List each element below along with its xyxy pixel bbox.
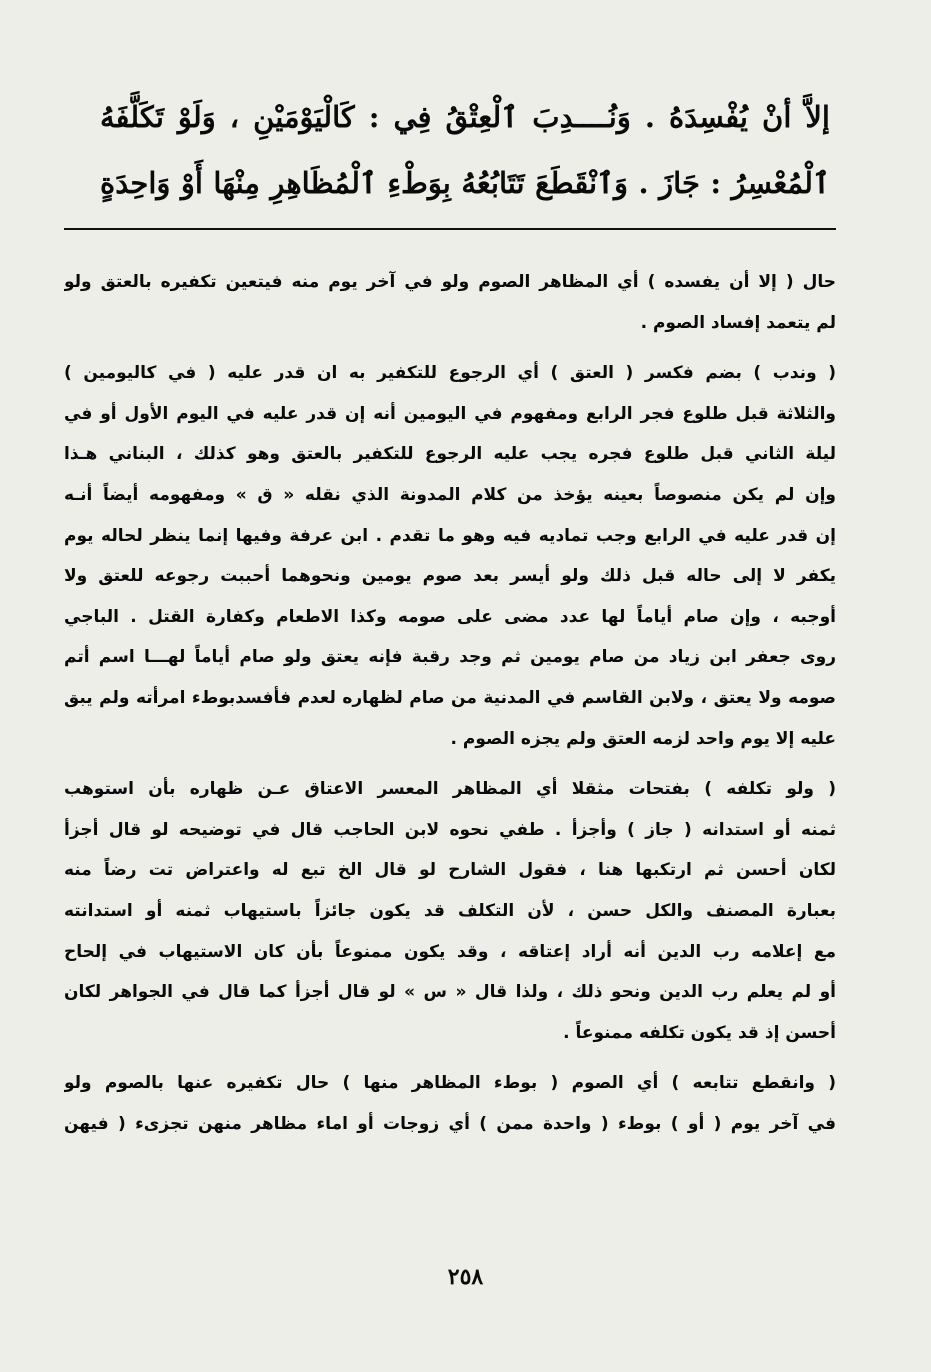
text-line: ليلة الثاني قبل طلوع فجره يجب عليه الرجوع للتكفير بالعتق وهو كذلك ، البناني هـذا: [64, 444, 836, 465]
text-line: حال ( إلا أن يفسده ) أي المظاهر الصوم ولو في آخر يوم منه فيتعين تكفيره بالعتق ولو: [64, 272, 836, 292]
text-line: ( وانقطع تتابعه ) أي الصوم ( بوطء المظاهر منها ) حال تكفيره عنها بالصوم ولو: [64, 1073, 836, 1094]
matn-line: إلاَّ أنْ يُفْسِدَهُ . وَنُــــدِبَ ٱلْعِتْقُ فِي : كَالْيَوْمَيْنِ ، وَلَوْ تَكَلَّفَهُ: [100, 100, 830, 134]
text-line: أو لم يعلم رب الدين ونحو ذلك ، ولذا قال « س » لو قال أجزأ كما قال في الجواهر لكان: [64, 982, 836, 1003]
text-line: أوجبه ، وإن صام أياماً لها عدد مضى على صومه وكذا الاطعام وكفارة القتل . الباجي: [64, 606, 836, 627]
text-line: وإن لم يكن منصوصاً بعينه يؤخذ من كلام المدونة الذي نقله « ق » ومفهومه أيضاً أنـه: [64, 484, 836, 505]
text-line: إن قدر عليه في الرابع وجب تماديه فيه وهو ما تقدم . ابن عرفة وفيها إنما ينظر لحاله يوم: [64, 525, 836, 546]
text-line: ( وندب ) بضم فكسر ( العتق ) أي الرجوع للتكفير به ان قدر عليه ( في كاليومين ): [64, 363, 836, 384]
text-line: ثمنه أو استدانه ( جاز ) وأجزأ . طفي نحوه لابن الحاجب قال في توضيحه لو قال أجزأ: [64, 819, 836, 840]
text-line: والثلاثة قبل طلوع فجر الرابع ومفهوم في اليومين أنه إن قدر عليه في اليوم الأول أو في: [64, 403, 836, 424]
text-line: يكفر لا إلى حاله قبل ذلك ولو أيسر بعد صوم يومين ونحوهما أحببت رجوعه للعتق ولا: [64, 566, 836, 587]
text-line: لكان أحسن ثم ارتكبها هنا ، فقول الشارح لو قال الخ تبع له واعتراض تت رضاً منه: [64, 860, 836, 881]
commentary-paragraph: [64, 353, 836, 759]
text-line: لم يتعمد إفساد الصوم .: [640, 312, 836, 333]
matn-line: ٱلْمُعْسِرُ : جَازَ . وَٱنْقَطَعَ تَتَابُعُهُ بِوَطْءِ ٱلْمُظَاهِرِ مِنْهَا أَوْ وَاحِدَةٍ: [100, 166, 830, 200]
page-number: ٢٥٨: [447, 1264, 484, 1290]
text-line: صومه ولا يعتق ، ولابن القاسم في المدنية من صام لظهاره لعدم فأفسدبوطء امرأته ولم يبق: [64, 687, 836, 708]
text-line: مع إعلامه رب الدين أنه أراد إعتاقه ، وقد يكون ممنوعاً بأن كان الاستيهاب في إلحاح: [64, 941, 836, 962]
commentary-text: [64, 262, 836, 1154]
text-line: في آخر يوم ( أو ) بوطء ( واحدة ممن ) أي زوجات أو اماء مظاهر منهن تجزىء ( فيهن: [64, 1113, 836, 1134]
commentary-paragraph: [64, 1063, 836, 1144]
text-line: روى جعفر ابن زياد من صام يومين ثم وجد رقبة فإنه يعتق ولو صام أياماً لهـــا اسم أتم: [64, 647, 836, 668]
separator-rule: [64, 228, 836, 230]
text-line: عليه إلا يوم واحد لزمه العتق ولم يجزه الصوم .: [450, 728, 836, 749]
matn-text: [100, 84, 830, 216]
text-line: أحسن إذ قد يكون تكلفه ممنوعاً .: [563, 1022, 836, 1043]
commentary-paragraph: [64, 262, 836, 343]
commentary-paragraph: [64, 769, 836, 1053]
text-line: بعبارة المصنف والكل حسن ، لأن التكلف قد يكون جائزاً باستيهاب ثمنه أو استدانته: [64, 900, 836, 921]
text-line: ( ولو تكلفه ) بفتحات مثقلا أي المظاهر المعسر الاعتاق عـن ظهاره بأن استوهب: [64, 779, 836, 800]
